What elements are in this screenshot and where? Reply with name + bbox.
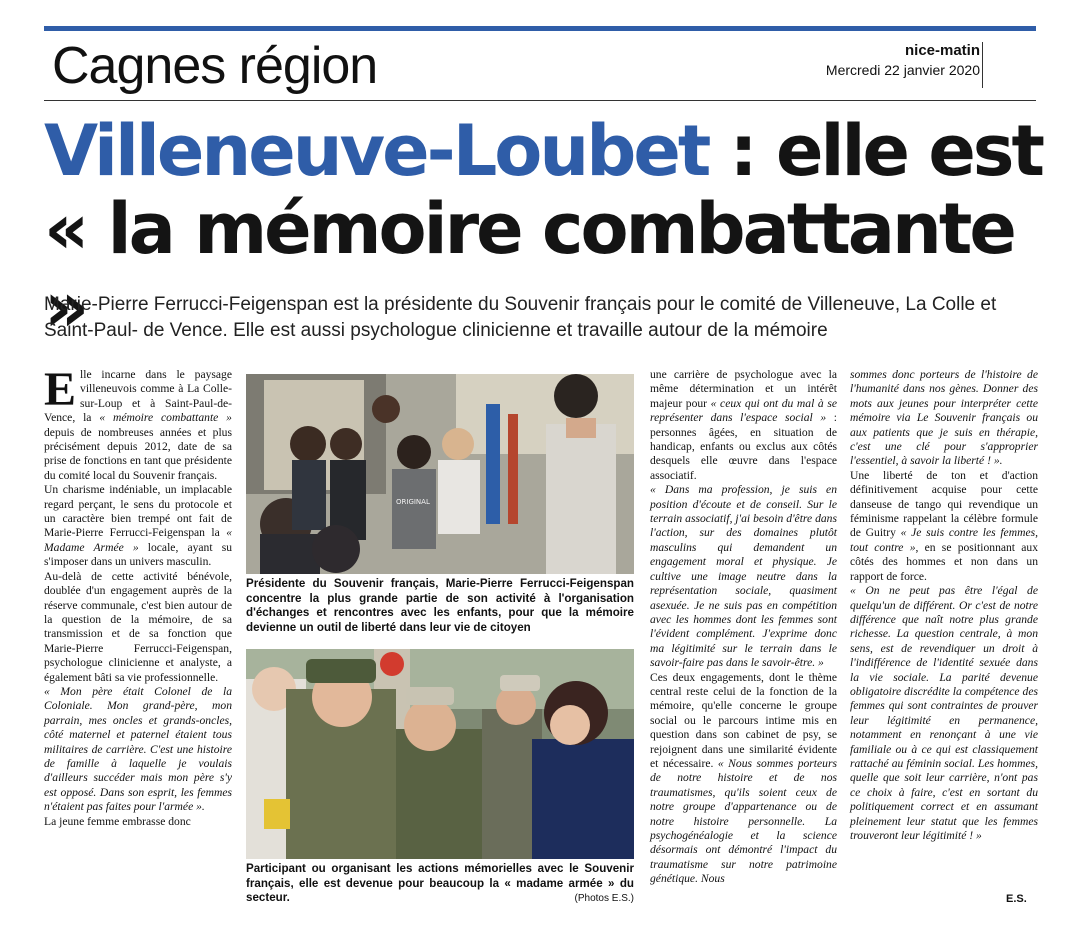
section-title: Cagnes région [52, 37, 378, 95]
photo-veterans-caption: Participant ou organisant les actions mémorielles avec le Souvenir français, elle est devenue pour beaucoup la « madame armée » du secteur. [246, 862, 634, 904]
author-signature: E.S. [1006, 893, 1027, 905]
photo-children-caption: Présidente du Souvenir français, Marie-Pierre Ferrucci-Feigenspan concentre la plus grande partie de son activité à l'organisation d'échanges et rencontres avec les enfants, pour que la mémoire devienne un outil de liberté dans leur vie de citoyen [246, 577, 634, 634]
masthead [826, 42, 980, 78]
text-run: Ces deux engagements, dont le thème central reste celui de la fonction de la mémoire, qu'elle concerne le groupe social ou le parcours intime mis en question dans son cabinet de psy, se rejoignent dans une similarité évidente et nécessaire. [650, 670, 837, 770]
text-run: locale, ayant su s'imposer dans un univers masculin. [44, 540, 232, 569]
header-rule [44, 100, 1036, 101]
drop-cap: E [44, 363, 77, 416]
photo-veterans-illustration [246, 649, 634, 859]
photo-credit: (Photos E.S.) [574, 893, 634, 904]
paragraph: La jeune femme embrasse donc [44, 814, 191, 828]
text-run: une carrière de psychologue avec la même détermination et un intérêt majeur pour [650, 368, 837, 410]
quote-run: « mémoire combattante » [99, 411, 232, 425]
quote-paragraph: « Mon père était Colonel de la Coloniale. Mon grand-père, mon parrain, mes oncles et grands-oncles, côté maternel et paternel étaient tous militaires de carrière. C'est une histoire de famille à laquelle je voulais d'ailleurs succéder mais mon père s'y est opposé. Dans son esprit, les femmes n'étaient pas faites pour l'armée ». [44, 684, 232, 814]
quote-run: « Nous sommes porteurs de notre histoire et de nos traumatismes, qu'ils soient ceux de notre groupe d'appartenance ou de notre histoire personnelle. La psychogénéalogie et la science désormais ont démontré l'impact du traumatisme sur notre patrimoine génétique. Nous [650, 756, 837, 886]
top-accent-bar [44, 26, 1036, 31]
sweater-text: ORIGINAL [396, 498, 430, 506]
headline-part1: : elle est [708, 110, 1042, 192]
headline-part2: « la mémoire combattante » [44, 188, 1014, 348]
quote-run: « Madame Armée » [44, 526, 232, 554]
headline-place: Villeneuve-Loubet [44, 110, 709, 192]
quote-paragraph: « On ne peut pas être l'égal de quelqu'un de différent. Or c'est de notre différence que naît notre plus grande richesse. La question centrale, à mon sens, est de revendiquer un droit à l'indifférence de l'identité sexuée dans la vie sociale. La parité devenue obligatoire discrédite la compétence des femmes qui sont contraintes de prouver leur légitimité en permanence, notamment en renonçant à une vie familiale ou à ce qui est classiquement rattaché au féminin social. Les hommes, quelle que soit leur carrière, n'ont pas ce choix à faire, c'est en sortant du politiquement correct et en assumant pleinement leur statut que les femmes trouveront leur légitimité ! » [850, 584, 1038, 842]
paragraph [44, 483, 232, 569]
newspaper-name: nice-matin [904, 42, 980, 59]
paragraph [850, 469, 1038, 584]
text-run: depuis de nombreuses années et plus précisément depuis 2012, date de sa prise de fonctions en tant que présidente du comité local du Souvenir français. [44, 425, 232, 482]
paragraph: Au-delà de cette activité bénévole, doublée d'un engagement auprès de la réserve communale, c'est bien autour de la question de la mémoire, de sa transmission et de sa fonction que Marie-Pierre Ferrucci-Feigenspan, psychologue clinicienne et analyste, a également bâti sa vie professionnelle. [44, 569, 232, 684]
paragraph [650, 671, 837, 887]
photo-children [246, 374, 634, 574]
quote-paragraph: « Dans ma profession, je suis en position d'écoute et de conseil. Sur le terrain associatif, j'ai besoin d'être dans l'action, sur des domaines plutôt masculins qui demandent un engagement moral et physique. Je cultive une image neutre dans la représentation sociale, quasiment asexuée. Je ne suis pas en compétition avec les hommes dont les femmes sont l'évident complément. J'exprime donc ma légitimité sur le terrain dans le savoir-faire pas dans le savoir-être. » [650, 483, 837, 670]
text-run: : personnes âgées, en situation de handicap, enfants ou exclus aux côtés desquels elle œuvre dans l'espace associatif. [650, 411, 838, 482]
text-run: lle incarne dans le paysage villeneuvois comme à La Colle-sur-Loup et à Saint-Paul-de-Vence, la [44, 368, 232, 425]
article-column-1 [44, 363, 232, 829]
quote-run: « ceux qui ont du mal à se représenter dans l'espace social » [650, 396, 837, 425]
publication-date: Mercredi 22 janvier 2020 [825, 62, 980, 78]
article-column-4 [850, 368, 1038, 843]
paragraph [44, 363, 232, 483]
quote-paragraph: sommes donc porteurs de l'histoire de l'humanité dans nos gènes. Donner des mots aux jeunes pour interpréter cette mémoire via Le Souvenir français ou aux patients que je suis en thérapie, c'est une clé pour s'approprier l'essentiel, à savoir la liberté ! ». [850, 368, 1038, 468]
article-column-3 [650, 368, 837, 887]
masthead-divider [982, 42, 983, 88]
text-run: , en se positionnant aux côtés des hommes et non dans un rapport de force. [850, 540, 1038, 583]
paragraph [650, 368, 837, 483]
text-run: Un charisme indéniable, un implacable regard perçant, le sens du protocole et un caractère bien trempé ont fait de Marie-Pierre Ferrucci-Feigenspan la [44, 483, 232, 540]
photo-children-illustration [246, 374, 634, 574]
quote-run: « Je suis contre les femmes, tout contre » [850, 526, 1039, 554]
photo-veterans [246, 649, 634, 859]
text-run: Une liberté de ton et d'action définitivement acquise pour cette danseuse de tango qui revendique un féminisme rappelant la célèbre formule de Guitry [850, 468, 1038, 540]
lead-paragraph: Marie-Pierre Ferrucci-Feigenspan est la présidente du Souvenir français pour le comité de Villeneuve, La Colle et Saint-Paul- de Vence. Elle est aussi psychologue clinicienne et travaille autour de la mémoire [44, 294, 997, 341]
